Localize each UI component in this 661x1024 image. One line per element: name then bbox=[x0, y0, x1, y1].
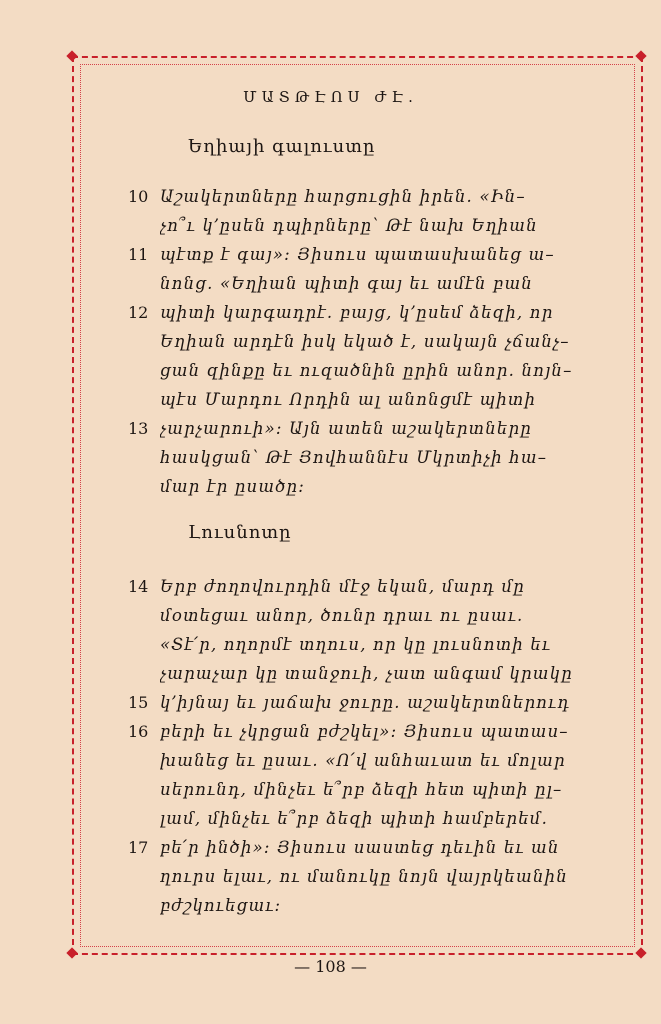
text-line: բե՛ր ինծի»։ Յիսուս սաստեց դեւին եւ ան bbox=[160, 838, 560, 857]
text-line: պիտի կարգադրէ. բայց, կ՚ըսեմ ձեզի, որ bbox=[160, 303, 554, 322]
verse-number: 11 bbox=[128, 245, 149, 264]
text-line: բերի եւ չկրցան բժշկել»։ Յիսուս պատաս– bbox=[160, 722, 569, 741]
text-line: «Տէ՛ր, ողորմէ տղուս, որ կը լուսնոտի եւ bbox=[160, 635, 552, 654]
verse-number: 17 bbox=[128, 838, 149, 857]
verse-number: 15 bbox=[128, 693, 149, 712]
text-line: պէս Մարդու Որդին ալ անոնցմէ պիտի bbox=[160, 390, 537, 409]
text-line: մար էր ըսածը։ bbox=[160, 477, 306, 496]
text-line: չարչարուի»։ Այն ատեն աշակերտները bbox=[160, 419, 532, 438]
text-line: պէտք է գայ»։ Յիսուս պատասխանեց ա– bbox=[160, 245, 555, 264]
text-line: չո՞ւ կ՚ըսեն դպիրները՝ Թէ նախ Եղիան bbox=[160, 216, 538, 235]
section-title: Լուսնոտը bbox=[188, 522, 292, 543]
running-head: ՄԱՏԹԷՈՍ ԺԷ. bbox=[243, 88, 418, 106]
verse-number: 13 bbox=[128, 419, 149, 438]
section-title: Եղիայի գալուստը bbox=[188, 136, 376, 157]
verse-number: 14 bbox=[128, 577, 149, 596]
text-line: չարաչար կը տանջուի, չատ անգամ կրակը bbox=[160, 664, 573, 683]
text-line: ղուրս ելաւ, ու մանուկը նոյն վայրկեանին bbox=[160, 867, 568, 886]
text-line: նոնց. «Եղիան պիտի գայ եւ ամէն բան bbox=[160, 274, 533, 293]
text-line: Եղիան արդէն իսկ եկած է, սակայն չճանչ– bbox=[160, 332, 570, 351]
verse-number: 10 bbox=[128, 187, 149, 206]
text-line: Աշակերտները հարցուցին իրեն. «Ին– bbox=[160, 187, 526, 206]
text-line: Երբ ժողովուրդին մէջ եկան, մարդ մը bbox=[160, 577, 525, 596]
text-line: ցան զինքը եւ ուզածնին ըրին անոր. նոյն– bbox=[160, 361, 573, 380]
text-line: սերունդ, մինչեւ ե՞րբ ձեզի հետ պիտի ըլ– bbox=[160, 780, 563, 799]
verse-number: 12 bbox=[128, 303, 149, 322]
text-line: կ՚իյնայ եւ յաճախ ջուրը. աշակերտներուդ bbox=[160, 693, 571, 712]
text-line: բժշկուեցաւ։ bbox=[160, 896, 282, 915]
verse-number: 16 bbox=[128, 722, 149, 741]
page-number: — 108 — bbox=[294, 957, 367, 976]
text-line: հասկցան՝ Թէ Յովհաննէս Մկրտիչի հա– bbox=[160, 448, 548, 467]
text-line: խանեց եւ ըսաւ. «Ո՛վ անհաւատ եւ մոլար bbox=[160, 751, 566, 770]
text-line: մօտեցաւ անոր, ծունր դրաւ ու ըսաւ. bbox=[160, 606, 524, 625]
text-line: լամ, մինչեւ ե՞րբ ձեզի պիտի համբերեմ. bbox=[160, 809, 549, 828]
